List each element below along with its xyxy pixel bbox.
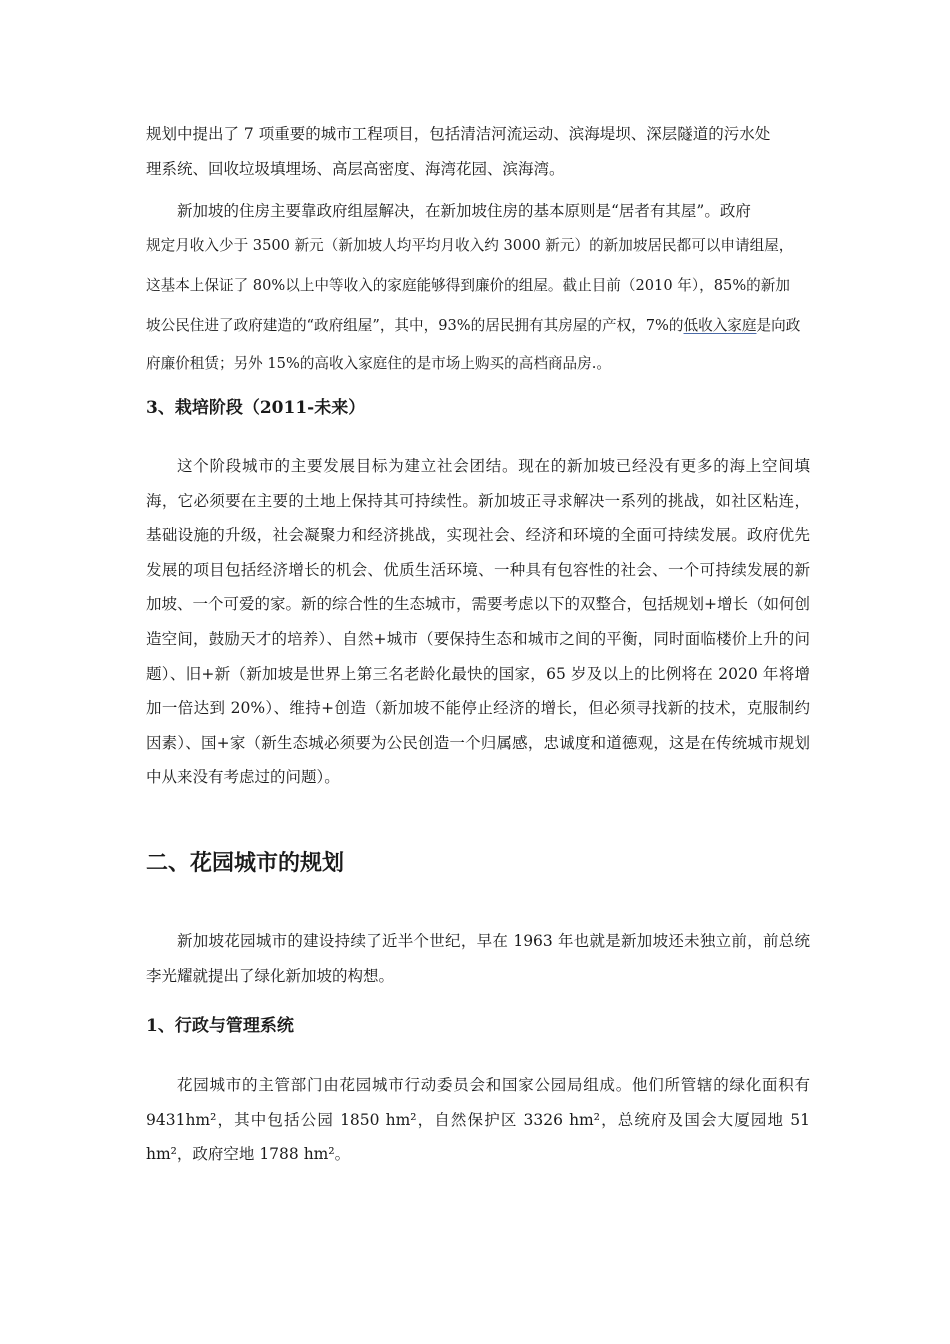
line-text: 坡公民住进了政府建造的“政府组屋”，其中，93%的居民拥有其房屋的产权，7%的: [146, 317, 684, 334]
heading-text: 、行政与管理系统: [157, 1016, 294, 1036]
heading-tail: 未来）: [314, 398, 366, 418]
paragraph-administration: 花园城市的主管部门由花园城市行动委员会和国家公园局组成。他们所管辖的绿化面积有 9431hm²，其中包括公园 1850 hm²，自然保护区 3326 hm²，总统府及国会大厦园地 51 hm²，政府空地 1788 hm²。: [146, 1076, 810, 1164]
paragraph-line: 府廉价租赁；另外 15%的高收入家庭住的是市场上购买的高档商品房.。: [146, 355, 611, 372]
heading-text: 、栽培阶段（: [157, 398, 260, 418]
heading-number: 1: [146, 1016, 158, 1036]
section-title-garden-city: 二、花园城市的规划: [146, 850, 345, 876]
low-income-family-link[interactable]: 低收入家庭: [683, 317, 757, 334]
subsection-heading-3: [146, 396, 365, 420]
paragraph-line: 规定月收入少于 3500 新元（新加坡人均平均月收入约 3000 新元）的新加坡居民都可以申请组屋，: [146, 237, 794, 254]
heading-number: 3: [146, 398, 158, 418]
paragraph-line: 这基本上保证了 80%以上中等收入的家庭能够得到廉价的组屋。截止目前（2010 年），85%的新加: [146, 277, 790, 294]
paragraph-line: 理系统、回收垃圾填埋场、高层高密度、海湾花园、滨海湾。: [146, 160, 565, 178]
paragraph-line: 规划中提出了 7 项重要的城市工程项目，包括清洁河流运动、滨海堤坝、深层隧道的污水处: [146, 125, 771, 143]
subsection-heading-1: [146, 1014, 294, 1038]
line-text: 是向政: [756, 317, 801, 334]
paragraph-garden-city-history: 新加坡花园城市的建设持续了近半个世纪，早在 1963 年也就是新加坡还未独立前，前总统李光耀就提出了绿化新加坡的构想。: [146, 932, 810, 985]
paragraph-line: [146, 309, 810, 344]
paragraph-cultivation-stage: 这个阶段城市的主要发展目标为建立社会团结。现在的新加坡已经没有更多的海上空间填海，它必须要在主要的土地上保持其可持续性。新加坡正寻求解决一系列的挑战，如社区粘连，基础设施的升级，社会凝聚力和经济挑战，实现社会、经济和环境的全面可持续发展。政府优先发展的项目包括经济增长的机会、优质生活环境、一种具有包容性的社会、一个可持续发展的新加坡、一个可爱的家。新的综合性的生态城市，需要考虑以下的双整合，包括规划+增长（如何创造空间，鼓励天才的培养）、自然+城市（要保持生态和城市之间的平衡，同时面临楼价上升的问题）、旧+新（新加坡是世界上第三名老龄化最快的国家，65 岁及以上的比例将在 2020 年将增加一倍达到 20%）、维持+创造（新加坡不能停止经济的增长，但必须寻找新的技术，克服制约因素）、国+家（新生态城必须要为公民创造一个归属感，忠诚度和道德观，这是在传统城市规划中从来没有考虑过的问题）。: [146, 457, 810, 787]
heading-year: 2011-: [259, 398, 315, 418]
paragraph-line: 新加坡的住房主要靠政府组屋解决，在新加坡住房的基本原则是“居者有其屋”。政府: [177, 202, 751, 220]
